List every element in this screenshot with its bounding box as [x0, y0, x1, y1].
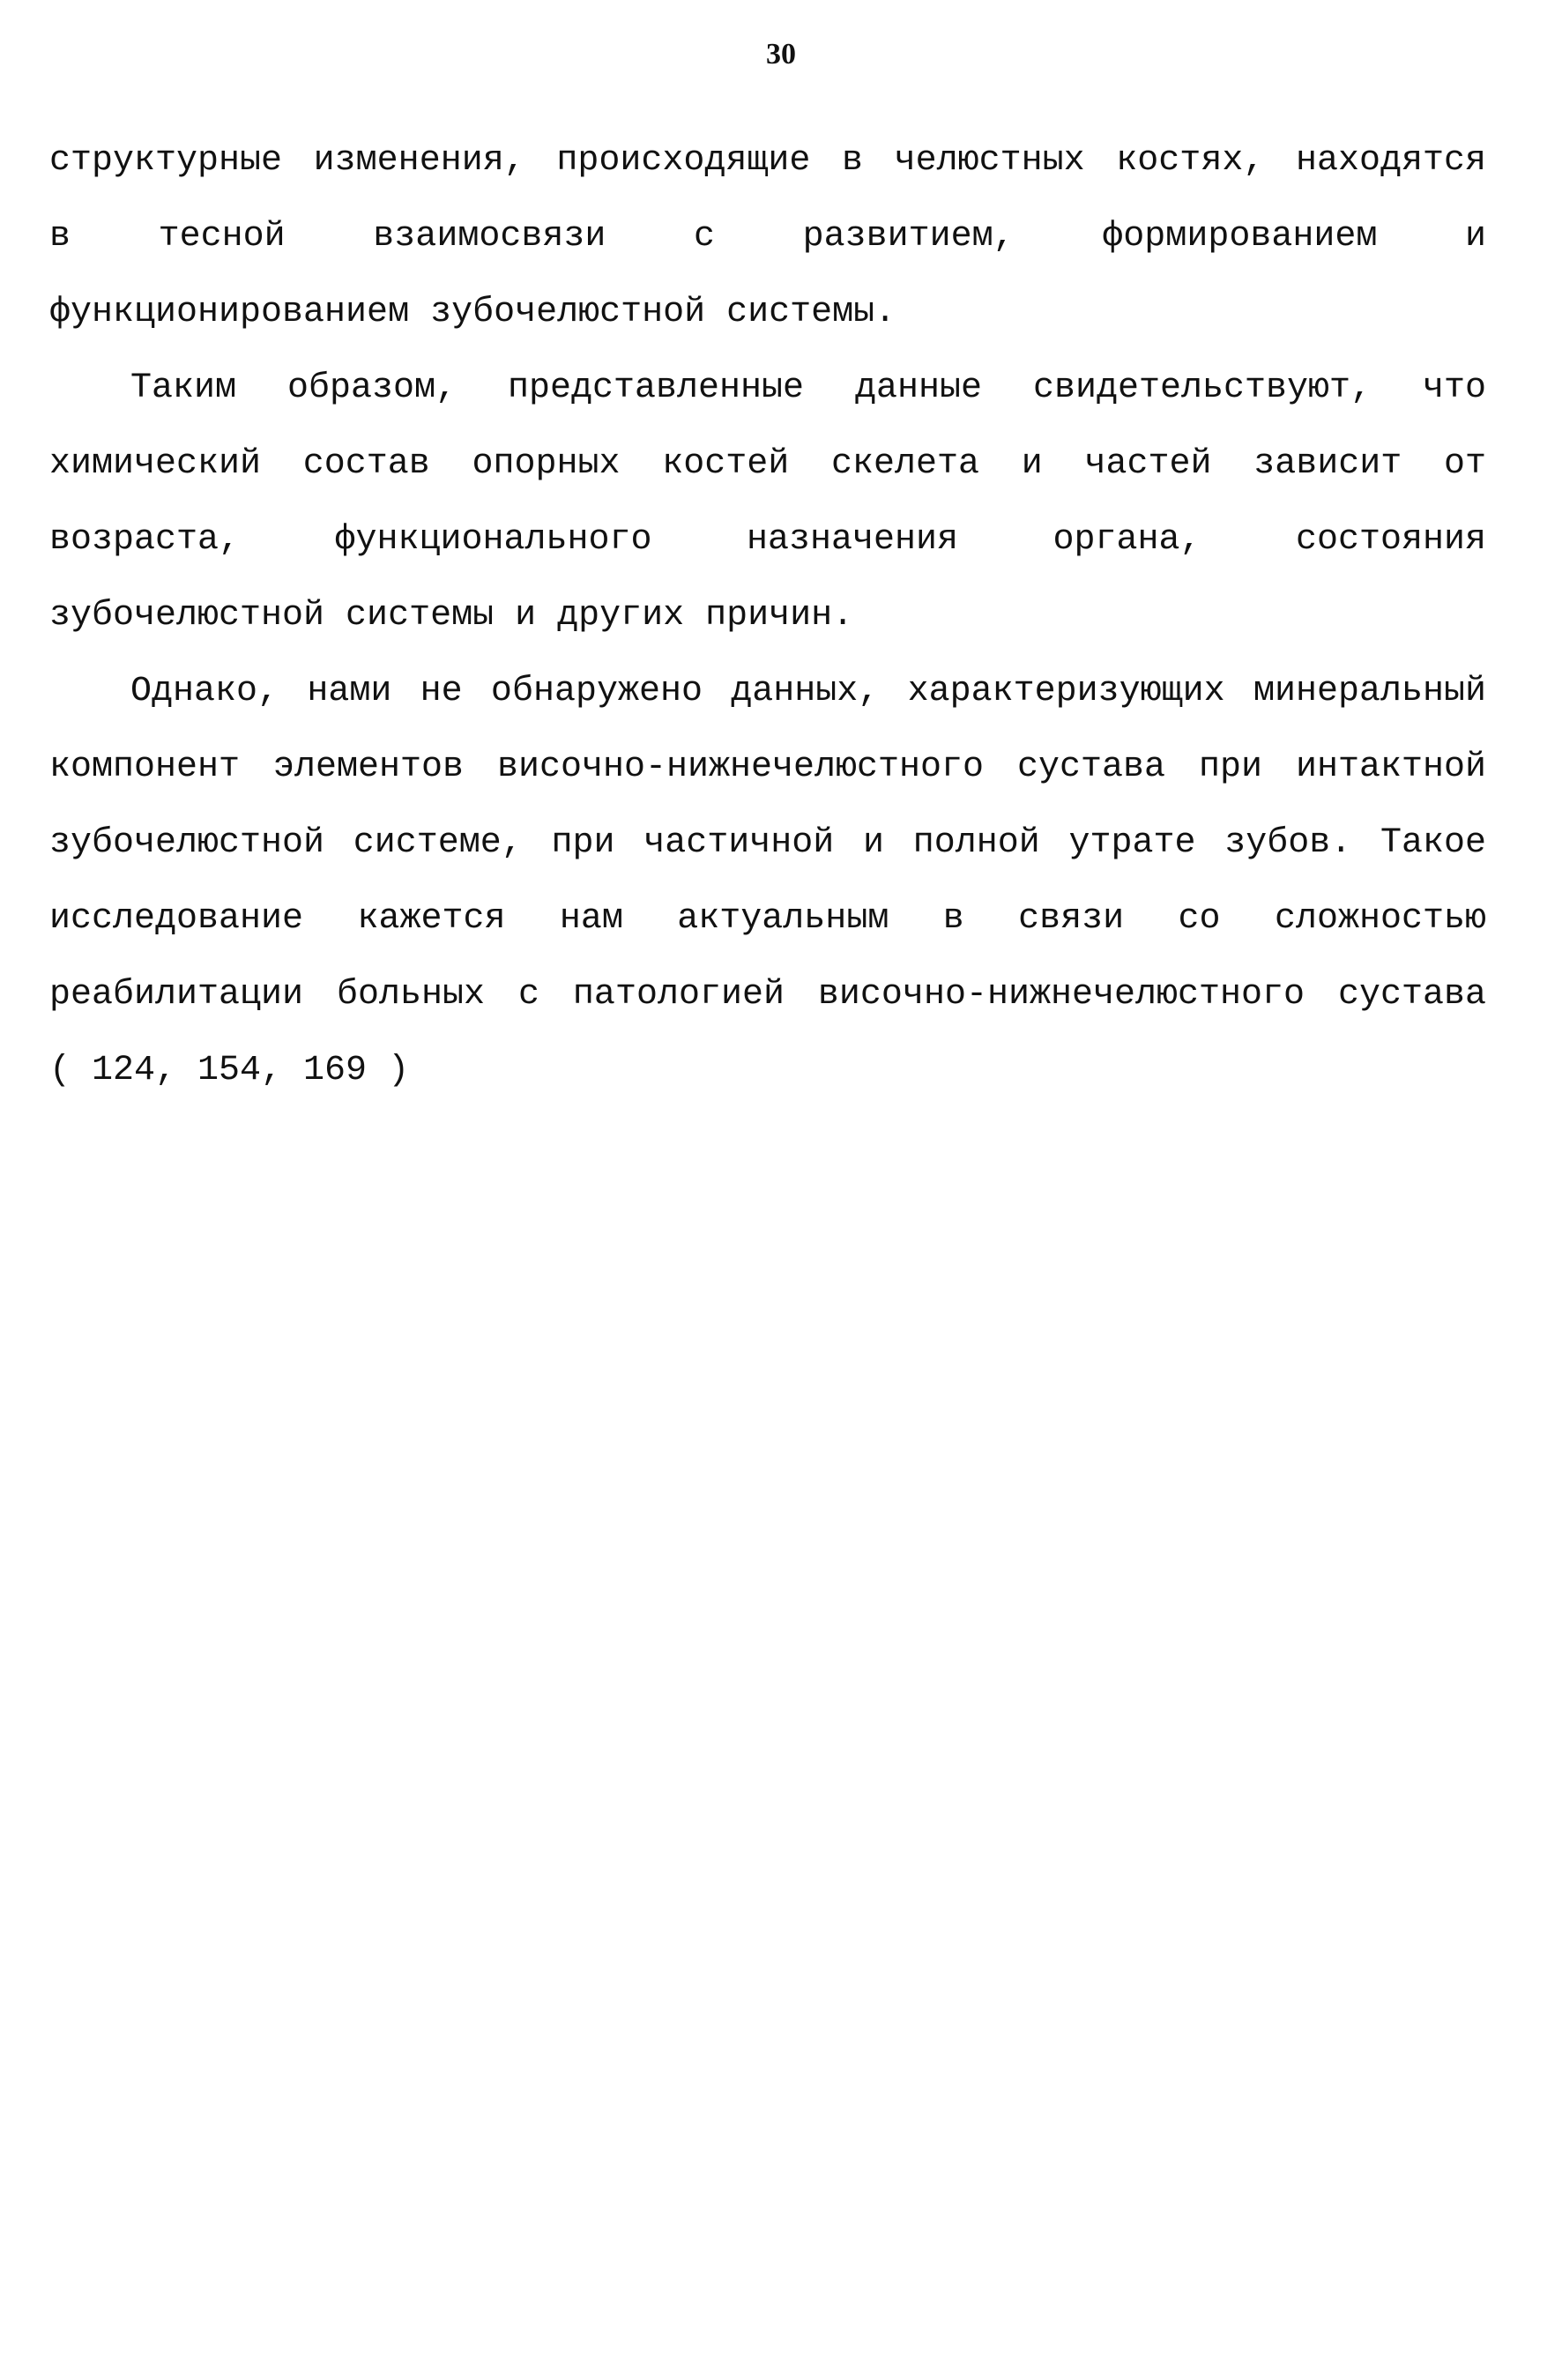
page-number: 30: [766, 38, 796, 71]
text-line: компонент элементов височно-нижнечелюстного сустава при интактной: [49, 747, 1486, 787]
body-text: [49, 133, 1486, 1119]
text-line: зубочелюстной системы и других причин.: [49, 596, 854, 636]
text-line: структурные изменения, происходящие в челюстных костях, находятся: [49, 141, 1486, 181]
text-line: ( 124, 154, 169 ): [49, 1051, 410, 1090]
text-line: химический состав опорных костей скелета и частей зависит от: [49, 444, 1486, 484]
text-line: Однако, нами не обнаружено данных, характеризующих минеральный: [130, 672, 1486, 711]
text-line: Таким образом, представленные данные свидетельствуют, что: [130, 368, 1486, 408]
text-line: в тесной взаимосвязи с развитием, формированием и: [49, 217, 1486, 257]
text-line: возраста, функционального назначения органа, состояния: [49, 520, 1486, 560]
text-line: функционированием зубочелюстной системы.: [49, 293, 896, 332]
text-line: зубочелюстной системе, при частичной и полной утрате зубов. Такое: [49, 823, 1486, 863]
text-line: реабилитации больных с патологией височно-нижнечелюстного сустава: [49, 975, 1486, 1015]
text-line: исследование кажется нам актуальным в связи со сложностью: [49, 899, 1486, 939]
